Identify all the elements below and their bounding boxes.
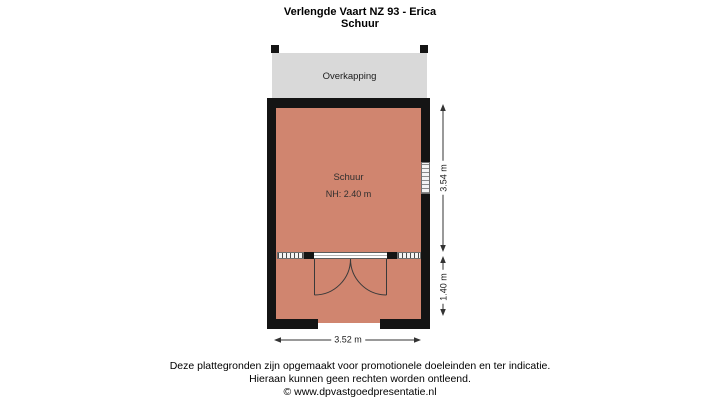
disclaimer [0, 360, 720, 399]
schuur-room-fill [276, 108, 421, 320]
room-name-label: Schuur [333, 172, 364, 183]
partition-post-right [387, 252, 397, 259]
overkapping-label: Overkapping [322, 70, 377, 82]
title-subtitle: Schuur [341, 18, 379, 30]
overkapping-area [272, 53, 427, 99]
right-wall-window [421, 162, 430, 194]
canopy-post-left [271, 45, 279, 53]
dimension-label-right-lower: 1.40 m [439, 270, 450, 304]
wall-bottom-right [380, 319, 430, 329]
disclaimer-line-1: Deze plattegronden zijn opgemaakt voor promotionele doeleinden en ter indicatie. [169, 360, 551, 372]
canopy-post-right [420, 45, 428, 53]
wall-top [267, 98, 430, 108]
wall-bottom-left [267, 319, 318, 329]
bottom-opening-fill [318, 319, 380, 323]
wall-right [421, 98, 430, 329]
wall-left [267, 98, 276, 329]
dimension-label-bottom: 3.52 m [331, 335, 365, 346]
partition-post-left [304, 252, 314, 259]
dimension-label-right-upper: 3.54 m [439, 161, 450, 195]
disclaimer-credit: © www.dpvastgoedpresentatie.nl [283, 386, 437, 398]
room-height-label: NH: 2.40 m [325, 189, 372, 199]
partition-window-right [397, 252, 421, 259]
double-door-glass [314, 252, 387, 259]
disclaimer-line-2: Hieraan kunnen geen rechten worden ontleend. [249, 373, 471, 385]
partition-window-left [277, 252, 304, 259]
page-title [0, 6, 720, 30]
title-address: Verlengde Vaart NZ 93 - Erica [283, 6, 437, 18]
